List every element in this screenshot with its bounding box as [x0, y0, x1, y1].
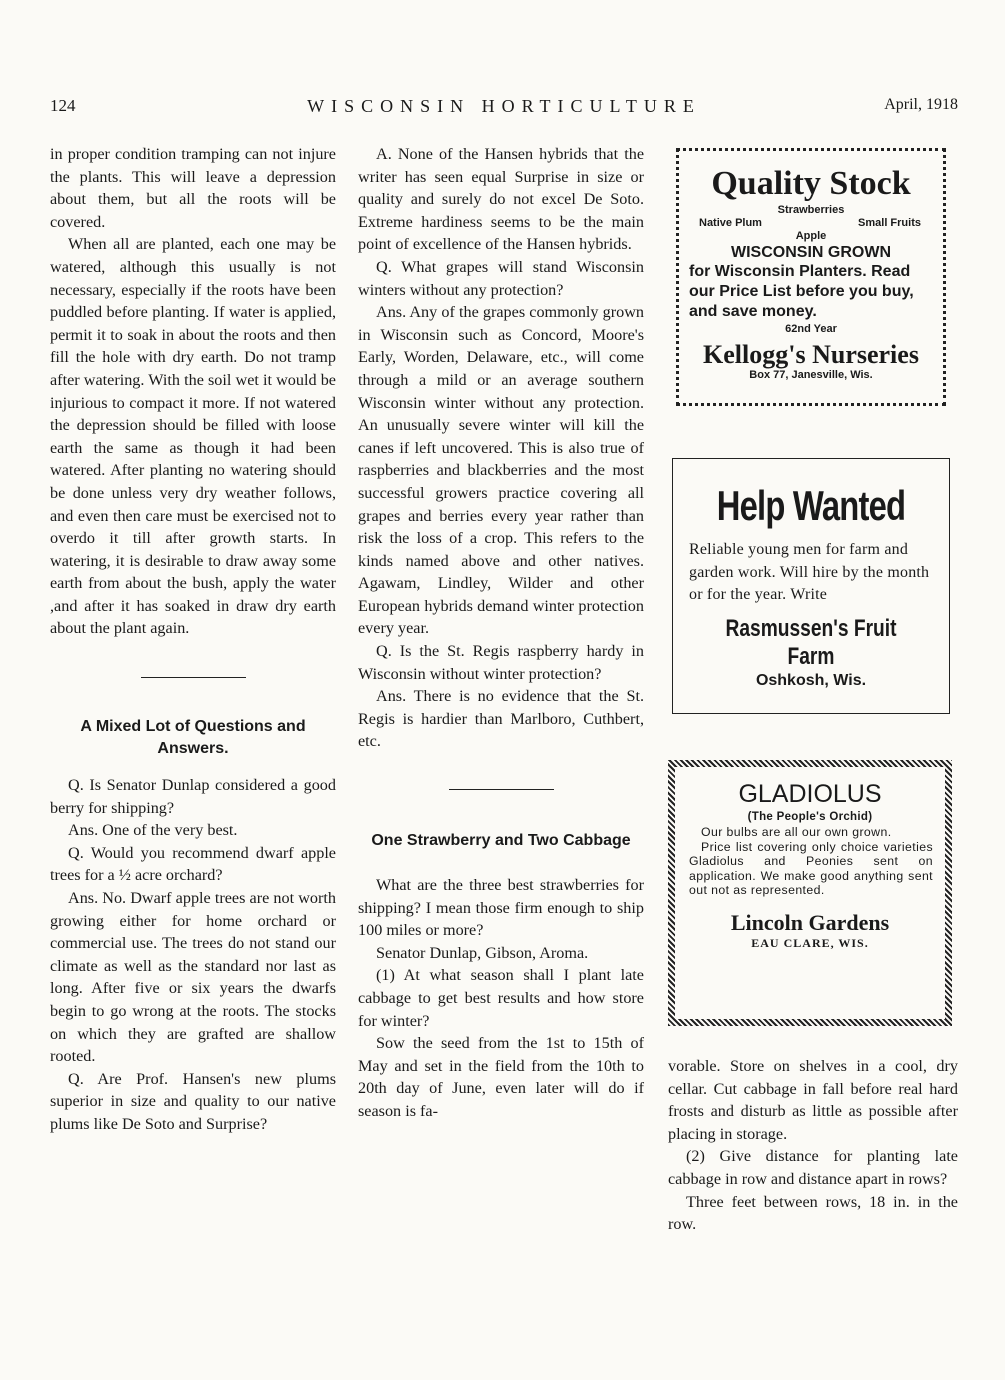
column-middle	[358, 143, 644, 1123]
ad-tagline: WISCONSIN GROWN	[731, 244, 891, 261]
paragraph: in proper condition tramping can not injure the plants. This will leave a depression about them, but all the roots will be covered.	[50, 145, 336, 231]
paragraph: vorable. Store on shelves in a cool, dry cellar. Cut cabbage in fall before real hard frosts and disturb as little as possible after placing in storage.	[668, 1057, 958, 1143]
page-header	[50, 96, 958, 120]
paragraph: When all are planted, each one may be watered, although this usually is not necessary, especially if the roots have been puddled before planting. If water is applied, permit it to soak in about the roots and then fill the hole with dry earth. Do not tramp after watering. With the soil wet it would be injurious to compact it more. If not watered the depression should be filled with loose earth the same as though it had been watered. After planting no watering should be done unless very dry weather follows, and even then care must be exercised not to overdo it till after growth starts. In watering, it is desirable to draw away some earth from about the bush, apply the water ,and after it has soaked in draw dry earth about the plant again.	[50, 235, 336, 638]
ad-paragraph: Price list covering only choice varieties Gladiolus and Peonies sent on application. We make good anything sent out not as represented.	[689, 839, 933, 897]
ad-title: Quality Stock	[711, 165, 911, 202]
answer: Ans. No. Dwarf apple trees are not worth growing either for home orchard or commercial use. The trees do not stand our climate as well as the standard nor last as long. After five or six years the dwarfs begin to go wrong at the roots. The stocks on which they are grafted are shallow rooted.	[50, 889, 336, 1066]
ad-subtitle: (The People's Orchid)	[747, 811, 873, 823]
section-heading: A Mixed Lot of Questions and Answers.	[80, 718, 306, 758]
ad-body	[675, 825, 945, 898]
answer: Ans. One of the very best.	[68, 821, 238, 840]
ad-line: Apple	[795, 230, 827, 242]
column-right	[668, 1055, 958, 1236]
question: Q. Are Prof. Hansen's new plums superior in size and quality to our native plums like De Soto and Surprise?	[50, 1069, 336, 1133]
ad-item: Native Plum	[699, 217, 762, 229]
answer: Ans. Any of the grapes commonly grown in Wisconsin such as Concord, Moore's Early, Worden, Delaware, etc., will come through a mild or an average southern Wisconsin winter without any protection. An unusually severe winter will kill the canes if left uncovered. This is also true of raspberries and blackberries and the most successful growers practice covering all grapes and berries every year rather than risk the loss of a crop. This refers to the kinds named above and other natives. Agawam, Lindley, Wilder and other European hybrids demand winter protection every year.	[358, 303, 644, 638]
kellogg-nurseries-ad	[676, 148, 946, 406]
ad-line	[679, 217, 943, 229]
ad-company-name: Kellogg's Nurseries	[703, 340, 919, 369]
ad-body: Reliable young men for farm and garden work. Will hire by the month or for the year. Write	[689, 541, 930, 603]
issue-date: April, 1918	[884, 96, 958, 113]
question: Q. Would you recommend dwarf apple trees for a ½ acre orchard?	[50, 843, 336, 885]
ad-body: for Wisconsin Planters. Read our Price List before you buy, and save money.	[689, 263, 914, 320]
section-divider	[449, 789, 554, 790]
ad-year: 62nd Year	[785, 323, 837, 335]
lincoln-gardens-ad	[668, 760, 952, 1026]
help-wanted-ad	[672, 458, 950, 714]
section-heading: One Strawberry and Two Cabbage	[371, 832, 631, 850]
ad-address: EAU CLARE, WIS.	[751, 935, 869, 950]
ad-address: Box 77, Janesville, Wis.	[749, 369, 873, 381]
ad-title: Help Wanted	[716, 482, 906, 529]
ad-line: Strawberries	[777, 204, 845, 216]
paragraph: Senator Dunlap, Gibson, Aroma.	[376, 943, 589, 962]
ad-company-name: Lincoln Gardens	[730, 909, 890, 935]
paragraph: (2) Give distance for planting late cabbage in row and distance apart in rows?	[668, 1147, 958, 1188]
ad-company-name: Rasmussen's Fruit Farm	[725, 614, 897, 670]
ad-title: GLADIOLUS	[738, 780, 882, 808]
paragraph: (1) At what season shall I plant late cabbage to get best results and how store for winter?	[358, 966, 644, 1030]
answer: Ans. There is no evidence that the St. Regis is hardier than Marlboro, Cuthbert, etc.	[358, 687, 644, 751]
journal-title: WISCONSIN HORTICULTURE	[307, 96, 701, 116]
column-left	[50, 143, 336, 1136]
ad-address: Oshkosh, Wis.	[755, 671, 867, 689]
ad-item: Small Fruits	[858, 217, 921, 229]
question: Q. Is Senator Dunlap considered a good berry for shipping?	[50, 776, 336, 817]
question: Q. Is the St. Regis raspberry hardy in Wisconsin without winter protection?	[358, 642, 644, 683]
paragraph: What are the three best strawberries for shipping? I mean those firm enough to ship 100 miles or more?	[358, 876, 644, 940]
section-divider	[141, 677, 246, 678]
paragraph: Three feet between rows, 18 in. in the row.	[668, 1192, 958, 1234]
answer: A. None of the Hansen hybrids that the writer has seen equal Surprise in size or quality and surely do not excel De Soto. Extreme hardiness seems to be the main point of excellence of the Hansen hybrids.	[358, 145, 644, 254]
ad-paragraph: Our bulbs are all our own grown.	[701, 825, 892, 839]
paragraph: Sow the seed from the 1st to 15th of May and set in the field from the 10th to 20th day of June, even later will do if season is fa-	[358, 1034, 644, 1120]
question: Q. What grapes will stand Wisconsin winters without any protection?	[358, 257, 644, 299]
page-number: 124	[50, 96, 76, 115]
